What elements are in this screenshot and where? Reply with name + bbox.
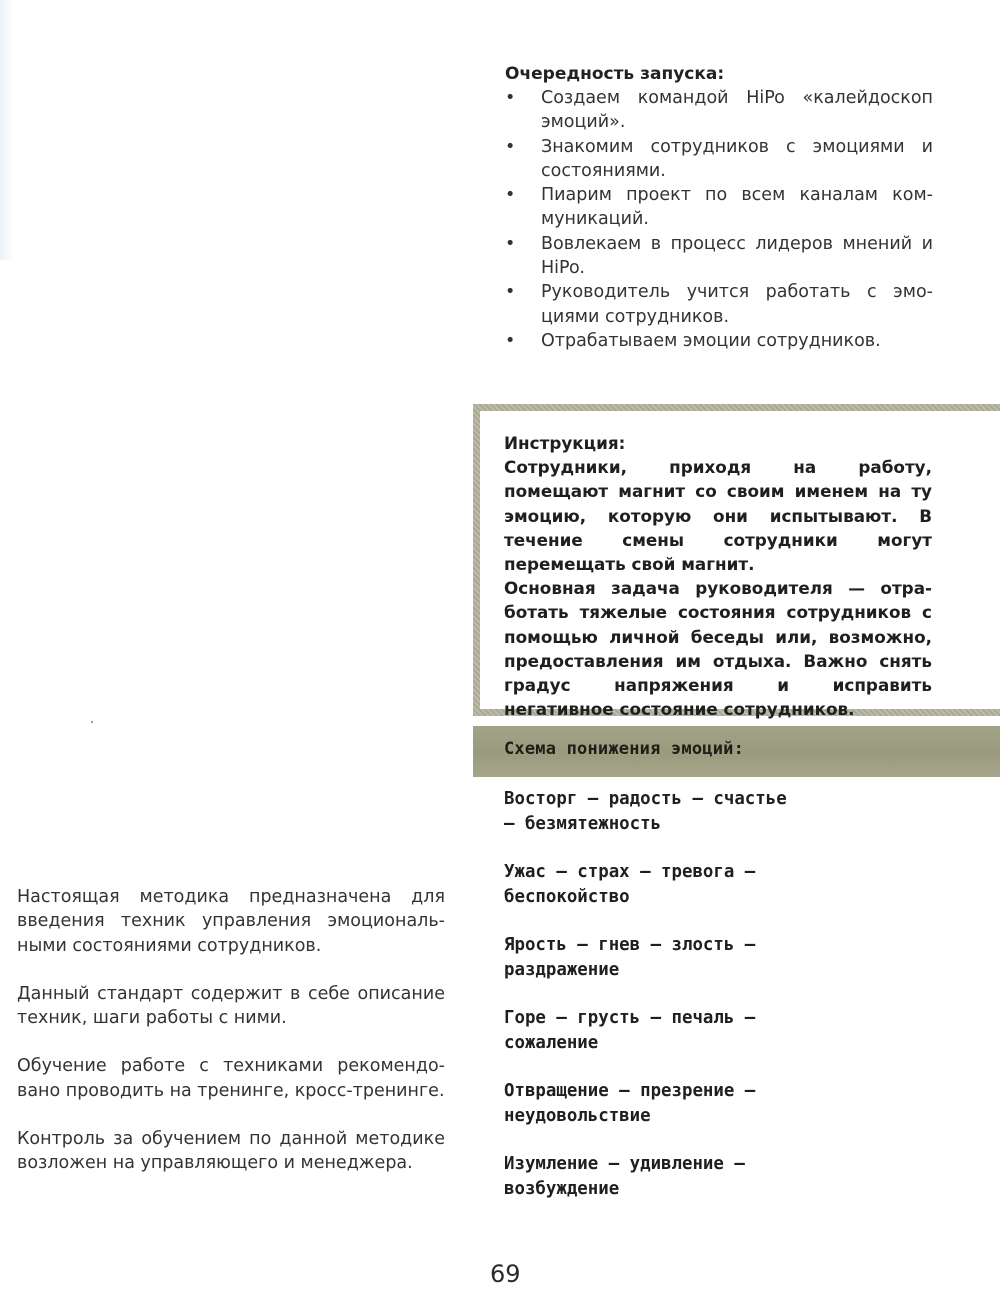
emotion-chains-list [504,787,804,1225]
launch-order-title: Очередность запуска: [505,64,725,84]
intro-paragraph: Данный стандарт содержит в себе описание техник, шаги работы с ними. [17,983,445,1029]
intro-paragraph: Контроль за обучением по данной методике возложен на управляющего и менеджера. [17,1129,445,1174]
emotion-chain: Восторг — радость — счастье — безмятежность [504,789,787,834]
list-item-text: Вовлекаем в процесс лидеров мнений и HiPo. [541,233,933,279]
bullet-icon: • [505,233,516,254]
list-item [505,232,933,281]
bullet-icon: • [505,282,516,303]
print-speck [91,721,93,723]
bullet-icon: • [505,330,516,351]
page-number: 69 [490,1260,521,1288]
instruction-content [480,411,1000,720]
list-item-text: Знакомим сотрудников с эмоциями и состояниями. [541,136,933,181]
launch-order-section [505,62,933,353]
list-item-text: Создаем командой HiPo «калейдоскоп эмоций». [541,88,933,133]
instruction-box [473,404,1000,720]
list-item [505,135,933,184]
emotion-chain: Ярость — гнев — злость — раздражение [504,935,756,980]
bullet-icon: • [505,136,516,157]
page-edge-tint [0,0,14,260]
intro-paragraph: Настоящая методика предназначена для введения техник управления эмоциональными состояниями сотрудников. [17,887,445,956]
intro-text-column [17,885,445,1200]
instruction-paragraph: Сотрудники, приходя на работу, помещают магнит со своим именем на ту эмоцию, которую они испытывают. В течение смены сотрудники могут перемещать свой магнит. [504,457,932,575]
scheme-header-bar [473,726,1000,777]
bullet-icon: • [505,185,516,206]
list-item [505,280,933,329]
list-item [505,329,933,353]
emotion-chain: Изумление — удивление — возбуждение [504,1154,745,1199]
list-item-text: Пиарим проект по всем каналам коммуникаций. [541,185,933,230]
scheme-title: Схема понижения эмоций: [504,739,745,759]
list-item [505,86,933,135]
intro-paragraph: Обучение работе с техниками рекомендовано проводить на тренинге, кросс-тренинге. [17,1056,445,1101]
instruction-title: Инструкция: [504,433,626,453]
bullet-icon: • [505,88,516,108]
emotion-chain: Горе — грусть — печаль — сожаление [504,1008,756,1053]
list-item-text: Руководитель учится работать с эмоциями сотрудников. [541,282,933,327]
list-item-text: Отрабатываем эмоции сотрудников. [541,330,881,351]
launch-order-list [505,86,933,353]
emotion-chain: Ужас — страх — тревога — беспокойство [504,862,756,907]
list-item [505,183,933,232]
instruction-paragraph: Основная задача руководителя — отработать тяжелые состояния сотрудников с помощью личной беседы или, возможно, предоставления им отдыха. Важно снять градус напряжения и исправить негативное состояние сотрудников. [504,578,932,720]
emotion-chain: Отвращение — презрение — неудовольствие [504,1081,756,1126]
